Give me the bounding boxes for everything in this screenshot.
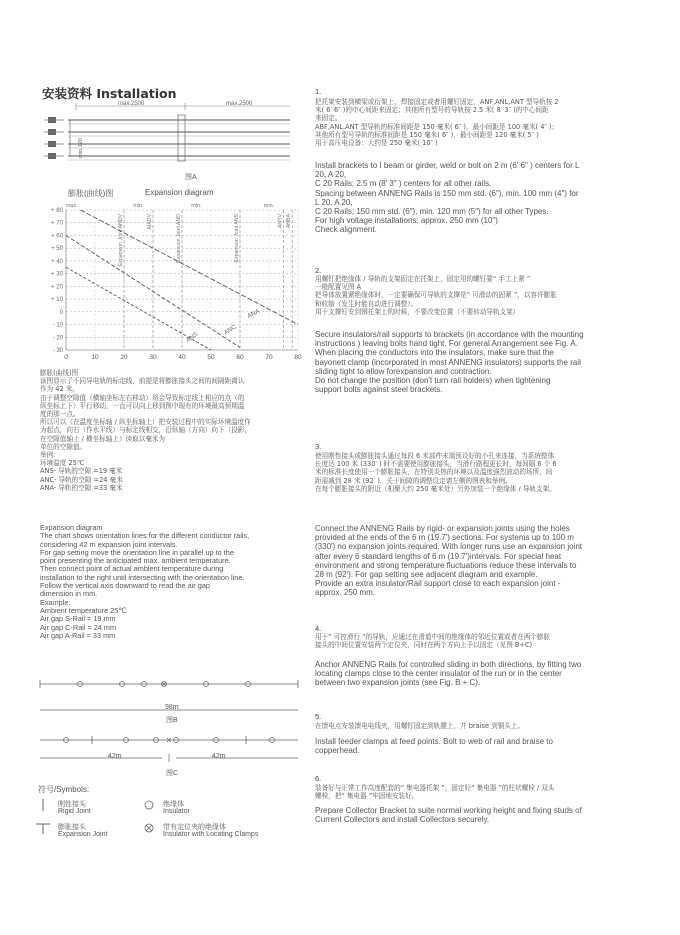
y-tick-label: + 20 (51, 284, 63, 291)
y-tick-label: + 70 (51, 220, 63, 227)
left-en-text: Expansion diagram The chart shows orientation lines for the different conductor rails, considering 42 m expansion joint intervals. For gap setting move the orientation line in parallel up to the point presenting the anticipated max. ambient temperature. Then connect point of actual ambient temperature during installation to the right until intersecting with the orientation line. Follow the vertical axis downward to read the air gap dimension in mm. Example: Ambient temperature 25℃ Air gap S-Rail = 19 mm Air gap C-Rail = 24 mm Air gap A-Rail = 33 mm (40, 523, 250, 640)
chart-heading-zh: 膨胀(曲线)图 (68, 189, 114, 198)
x-tick-label: 40 (178, 354, 186, 361)
locating-clamp-icon (143, 822, 155, 834)
x-tick-label: 10 (91, 354, 99, 361)
x-tick-label: 30 (149, 354, 157, 361)
y-tick-label: + 60 (51, 233, 63, 240)
expansion-joint-label: ANBA (286, 214, 293, 229)
y-tick-label: - 30 (52, 348, 63, 354)
step-1-number: 1. (315, 87, 322, 96)
y-tick-label: + 40 (51, 258, 63, 265)
symbols-heading: 符号/Symbols: (38, 785, 90, 794)
step-4-number: 4. (315, 624, 322, 633)
y-tick-label: + 80 (51, 208, 63, 214)
x-tick-label: 50 (207, 354, 215, 361)
expansion-joint-label: Expansion Joint ANDV (118, 214, 124, 267)
symbol-expansion-zh: 膨胀接头 (58, 824, 86, 831)
left-zh-text: 膨胀(曲线)图 该图显示了不同导电轨的标定线，前提是将膨胀接头之间的间隔距离认 作为 42 米。 由于调整空隙值（横轴坐标左右移动）将会导致标定线上相应的点（的 纵坐标上下）平行移动，一直可以向上移到图中现有的环境最高预期温 度的那一点。 所以可以（在温度坐标轴 / 纵坐标轴上）把安装过程中的实际环境温度作 为起点，向右（作水平线）与标定线相交，沿纵轴（方向）向下（投影， 在空隙值轴上 / 横坐标轴上）读取以毫米为 单位的空隙值。 举例： 环境温度 25℃ ANS- 导轨的空隙 =19 毫米 ANC- 导轨的空隙 =24 毫米 ANA- 导轨的空隙 =33 毫米 (40, 369, 251, 492)
series-line-ana (81, 210, 299, 325)
top-label: min. (191, 203, 202, 209)
symbol-expansion-en: Expansion Joint (58, 831, 108, 838)
rigid-joint-icon (38, 799, 48, 811)
symbol-insulator-zh: 绝缘体 (163, 801, 184, 808)
step-5-en: Install feeder clamps at feed points. Bolt to web of rail and braise to copperhead. (315, 737, 553, 756)
expansion-joint-label: Expansion Joint AND (176, 214, 182, 263)
fig-a-caption: 图A (185, 174, 197, 181)
x-tick-label: 80 (294, 354, 302, 361)
fig-c-caption: 图C (166, 770, 179, 777)
fig-a-dim-1: max.2500 (118, 101, 145, 107)
step-3-en: Connect the ANNENG Rails by rigid- or expansion joints using the holes provided at the ends of the 6 m (19.7′) sections. For systems up to 100 m (330′) no expansion joints required. With longer runs use an expansion joint after every 6 standard lengths of 6 m (19.7′)intervals. For special heat environment and strong temperature fluctuations reduce these intervals to 28 m (92′). For gap setting see adjacent diagram and example. Provide an extra insulator/Rail support close to each expansion joint - approx. 250 mm. (315, 524, 582, 598)
step-6-zh: 装备好与正常工作高度配套的“ 集电器托架 ”，固定好“ 集电器 ”的柱状螺栓 / 双头 螺栓，把“ 集电器 ”牢固地安装好。 (315, 784, 555, 801)
x-tick-label: 60 (236, 354, 244, 361)
y-tick-label: + 10 (51, 297, 63, 304)
expansion-joint-label: Expansion Joint ANS (234, 214, 240, 263)
step-4-en: Anchor ANNENG Rails for controlled sliding in both directions, by fitting two locating clamps close to the center insulator of the run or in the center between two expansion joints (see Fig. B + C). (315, 660, 582, 688)
x-tick-label: 20 (120, 354, 128, 361)
series-label: ANC (222, 323, 238, 337)
fig-c-dim-1: 42m (108, 753, 122, 760)
fig-a-dim-3: min.120 (78, 138, 84, 158)
series-label: ANA (246, 307, 261, 320)
expansion-joint-icon (36, 822, 50, 834)
fig-a-dim-2: max.2500 (226, 101, 253, 107)
step-5-zh: 在馈电点安装馈电电线夹，用螺钉固定到轨腰上，并 braise 到铜头上。 (315, 722, 525, 730)
symbol-rigid-zh: 刚性接头 (58, 801, 86, 808)
step-5-number: 5. (315, 712, 322, 721)
step-1-en: Install brackets to I beam or girder, weld or bolt on 2 m (6′ 6″ ) centers for L 20, A 20, C 20 Rails; 2.5 m (8′ 3″ ) centers for all other rails. Spacing between ANNENG Rails is 150 mm std. (6″), min. 100 mm (4″) for L 20, A 20, C 20 Rails; 150 mm std. (6″), min. 120 mm (5″) for all other Types. For high voltage installations: approx. 250 mm (10″) Check alignment. (315, 161, 580, 235)
chart-heading-en: Expansion diagram (145, 188, 214, 197)
expansion-joint-label: ANSV (277, 214, 284, 229)
step-2-zh: 用螺钉把绝缘体 / 导轨的支架固定在托架上，固定用的螺钉要“ 手工上紧 ” 一般配置见图 A 把导体放置紧绝缘体时，一定要确保可导轨的支撑是“ 可滑动的固紧 ”，以容许膨胀 和收缩（发生时能自动进行调整）。 用于支撑钉安到钢托架上的时候，不要改变位置（不要转动导轨支架） (315, 275, 557, 316)
fig-b-dim: 98m (165, 704, 179, 711)
step-3-number: 3. (315, 442, 322, 451)
x-tick-label: 0 (64, 354, 68, 361)
y-tick-label: + 30 (51, 271, 63, 278)
insulator-icon (143, 799, 155, 811)
step-1-zh: 把托架安装到横梁或衍架上，焊接固定或者用螺钉固定，ANF,ANL,ANT 型导轨按 2 米( 6′ 6″ )的中心间距来固定；其他所有型号的导轨按 2.5 米( 8′ 3″ )的中心间距 来固定。 ABF,ANL,ANT 型导轨的标准间距是 150 毫米( 6″ )，最小间距是 100 毫米( 4″ )； 其他所有型号导轨的标准间距是 150 毫米( 6″ )，最小间距是 120 毫米( 5″ ) 用于高压电设备：大约是 250 毫米( 10″ ) (315, 98, 559, 148)
symbol-locating-zh: 带有定位夹的绝缘体 (163, 824, 226, 831)
step-6-number: 6. (315, 774, 322, 783)
page-title: 安装资料 Installation (42, 86, 177, 101)
symbol-insulator-en: Insulator (163, 808, 190, 815)
series-label: ANS (184, 330, 200, 344)
top-label: min. (133, 203, 144, 209)
step-6-en: Prepare Collector Bracket to suite normal working height and fixing studs of Current Collectors and install Collectors securely. (315, 806, 582, 825)
symbol-rigid-en: Rigid Joint (58, 808, 91, 815)
symbol-locating-en: Insulator with Locating Clamps (163, 831, 259, 838)
top-label: max. (65, 203, 78, 209)
step-2-number: 2. (315, 266, 322, 275)
expansion-joint-label: AIADV (147, 214, 153, 230)
top-label: min. (263, 203, 275, 209)
y-tick-label: + 50 (51, 246, 63, 253)
step-2-en: Secure insulators/rail supports to brackets (in accordance with the mounting instructions ) leaving bolts hand tight. For general Arrangement see Fig. A. When placing the conductors into the insulators, make sure that the bayonett clamp (incorporated in most ANNENG insulators) supports the rail sliding tight to allow forexpansion and contraction. Do not change the position (don't turn rail holders) when tightening support bolts against steel brackets. (315, 330, 584, 395)
y-tick-label: 0 (59, 309, 63, 316)
y-tick-label: - 10 (52, 322, 63, 329)
y-tick-label: - 20 (52, 335, 63, 342)
fig-b-caption: 图B (166, 717, 178, 724)
fig-c-dim-2: 42m (212, 753, 226, 760)
x-tick-label: 70 (265, 354, 273, 361)
expansion-chart (30, 198, 310, 366)
step-3-zh: 使用刚性接头或膨胀接头通过每段 6 米部件末端预设好的小孔来连接，当系统整体 长度达 100 米 (330′ ) 时不需要使用膨胀接头，当滑行路程更长时，每间隔 6 个 6 米的标准长度使用一个膨胀接头，在特别炎热的环境以及温度强烈波动的场所，间 距需减到 28 米 (92′ )，关于间隙的调整设定请左侧的图表和举例。 在每个膨胀接头的附近（相聚大约 250 毫米处）另外加装一个绝缘体 / 导轨支架。 (315, 452, 557, 493)
step-4-zh: 用于“ 可控滑行 ”的导轨，应通过在滑道中间的绝缘体的邻近位置或者在两个膨胀 接头的中间位置安装两个定位夹，同时在两个方向上予以固定（见图 B+C) (315, 633, 551, 650)
